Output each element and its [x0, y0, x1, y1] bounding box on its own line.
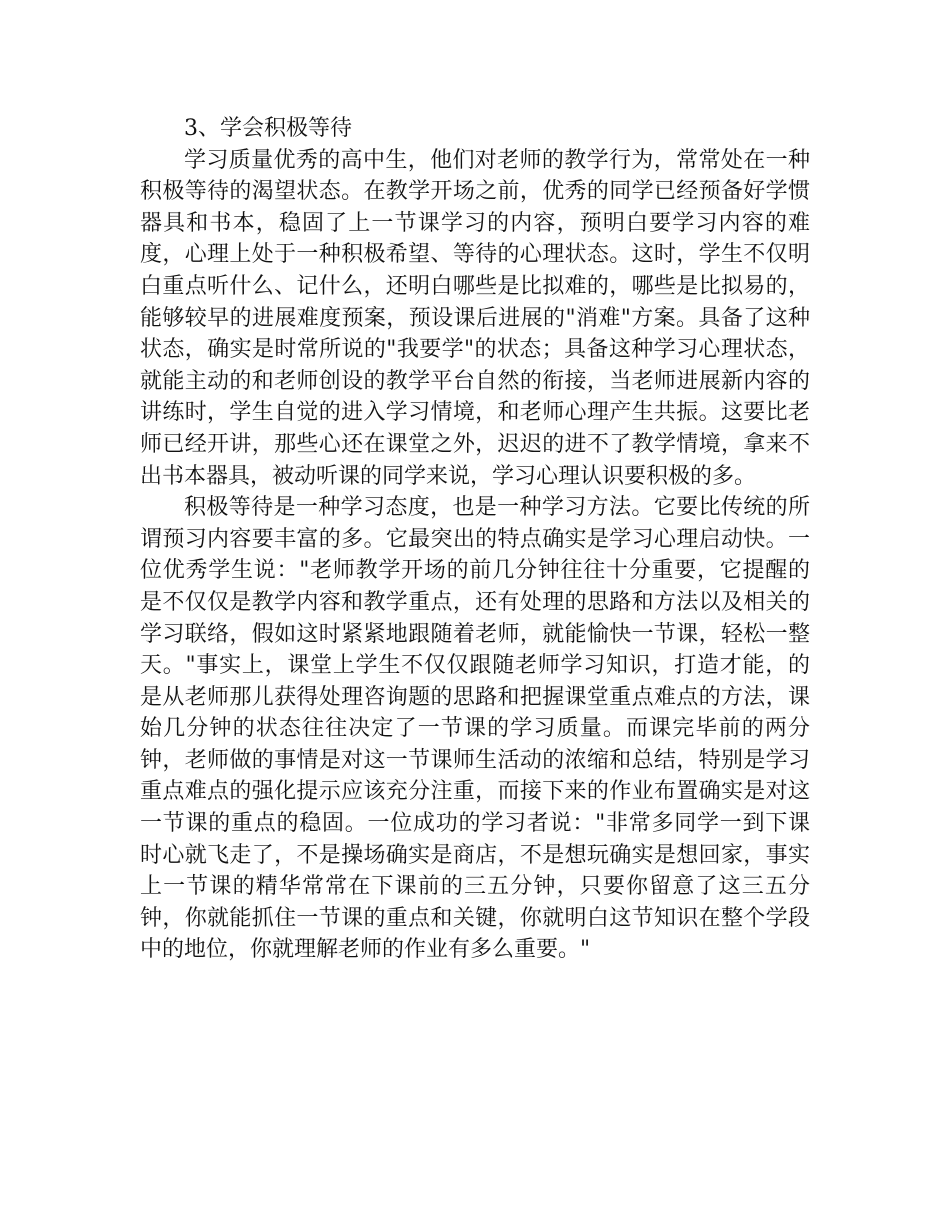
- paragraph-active-waiting-method: 积极等待是一种学习态度，也是一种学习方法。它要比传统的所谓预习内容要丰富的多。它最突出的特点确实是学习心理启动快。一位优秀学生说："老师教学开场的前几分钟往往十分重要，它提醒的是不仅仅是教学内容和教学重点，还有处理的思路和方法以及相关的学习联络，假如这时紧紧地跟随着老师，就能愉快一节课，轻松一整天。"事实上，课堂上学生不仅仅跟随老师学习知识，打造才能，的是从老师那儿获得处理咨询题的思路和把握课堂重点难点的方法，课始几分钟的状态往往决定了一节课的学习质量。而课完毕前的两分钟，老师做的事情是对这一节课师生活动的浓缩和总结，特别是学习重点难点的强化提示应该充分注重，而接下来的作业布置确实是对这一节课的重点的稳固。一位成功的学习者说："非常多同学一到下课时心就飞走了，不是操场确实是商店，不是想玩确实是想回家，事实上一节课的精华常常在下课前的三五分钟，只要你留意了这三五分钟，你就能抓住一节课的重点和关键，你就明白这节知识在整个学段中的地位，你就理解老师的作业有多么重要。": [140, 495, 810, 963]
- section-heading: 3、学会积极等待: [184, 116, 352, 141]
- document-body: [140, 113, 810, 966]
- paragraph-active-waiting-state: 学习质量优秀的高中生，他们对老师的教学行为，常常处在一种积极等待的渴望状态。在教学开场之前，优秀的同学已经预备好学惯器具和书本，稳固了上一节课学习的内容，预明白要学习内容的难度，心理上处于一种积极希望、等待的心理状态。这时，学生不仅明白重点听什么、记什么，还明白哪些是比拟难的，哪些是比拟易的，能够较早的进展难度预案，预设课后进展的"消难"方案。具备了这种状态，确实是时常所说的"我要学"的状态；具备这种学习心理状态，就能主动的和老师创设的教学平台自然的衔接，当老师进展新内容的讲练时，学生自觉的进入学习情境，和老师心理产生共振。这要比老师已经开讲，那些心还在课堂之外，迟迟的进不了教学情境，拿来不出书本器具，被动听课的同学来说，学习心理认识要积极的多。: [140, 147, 810, 489]
